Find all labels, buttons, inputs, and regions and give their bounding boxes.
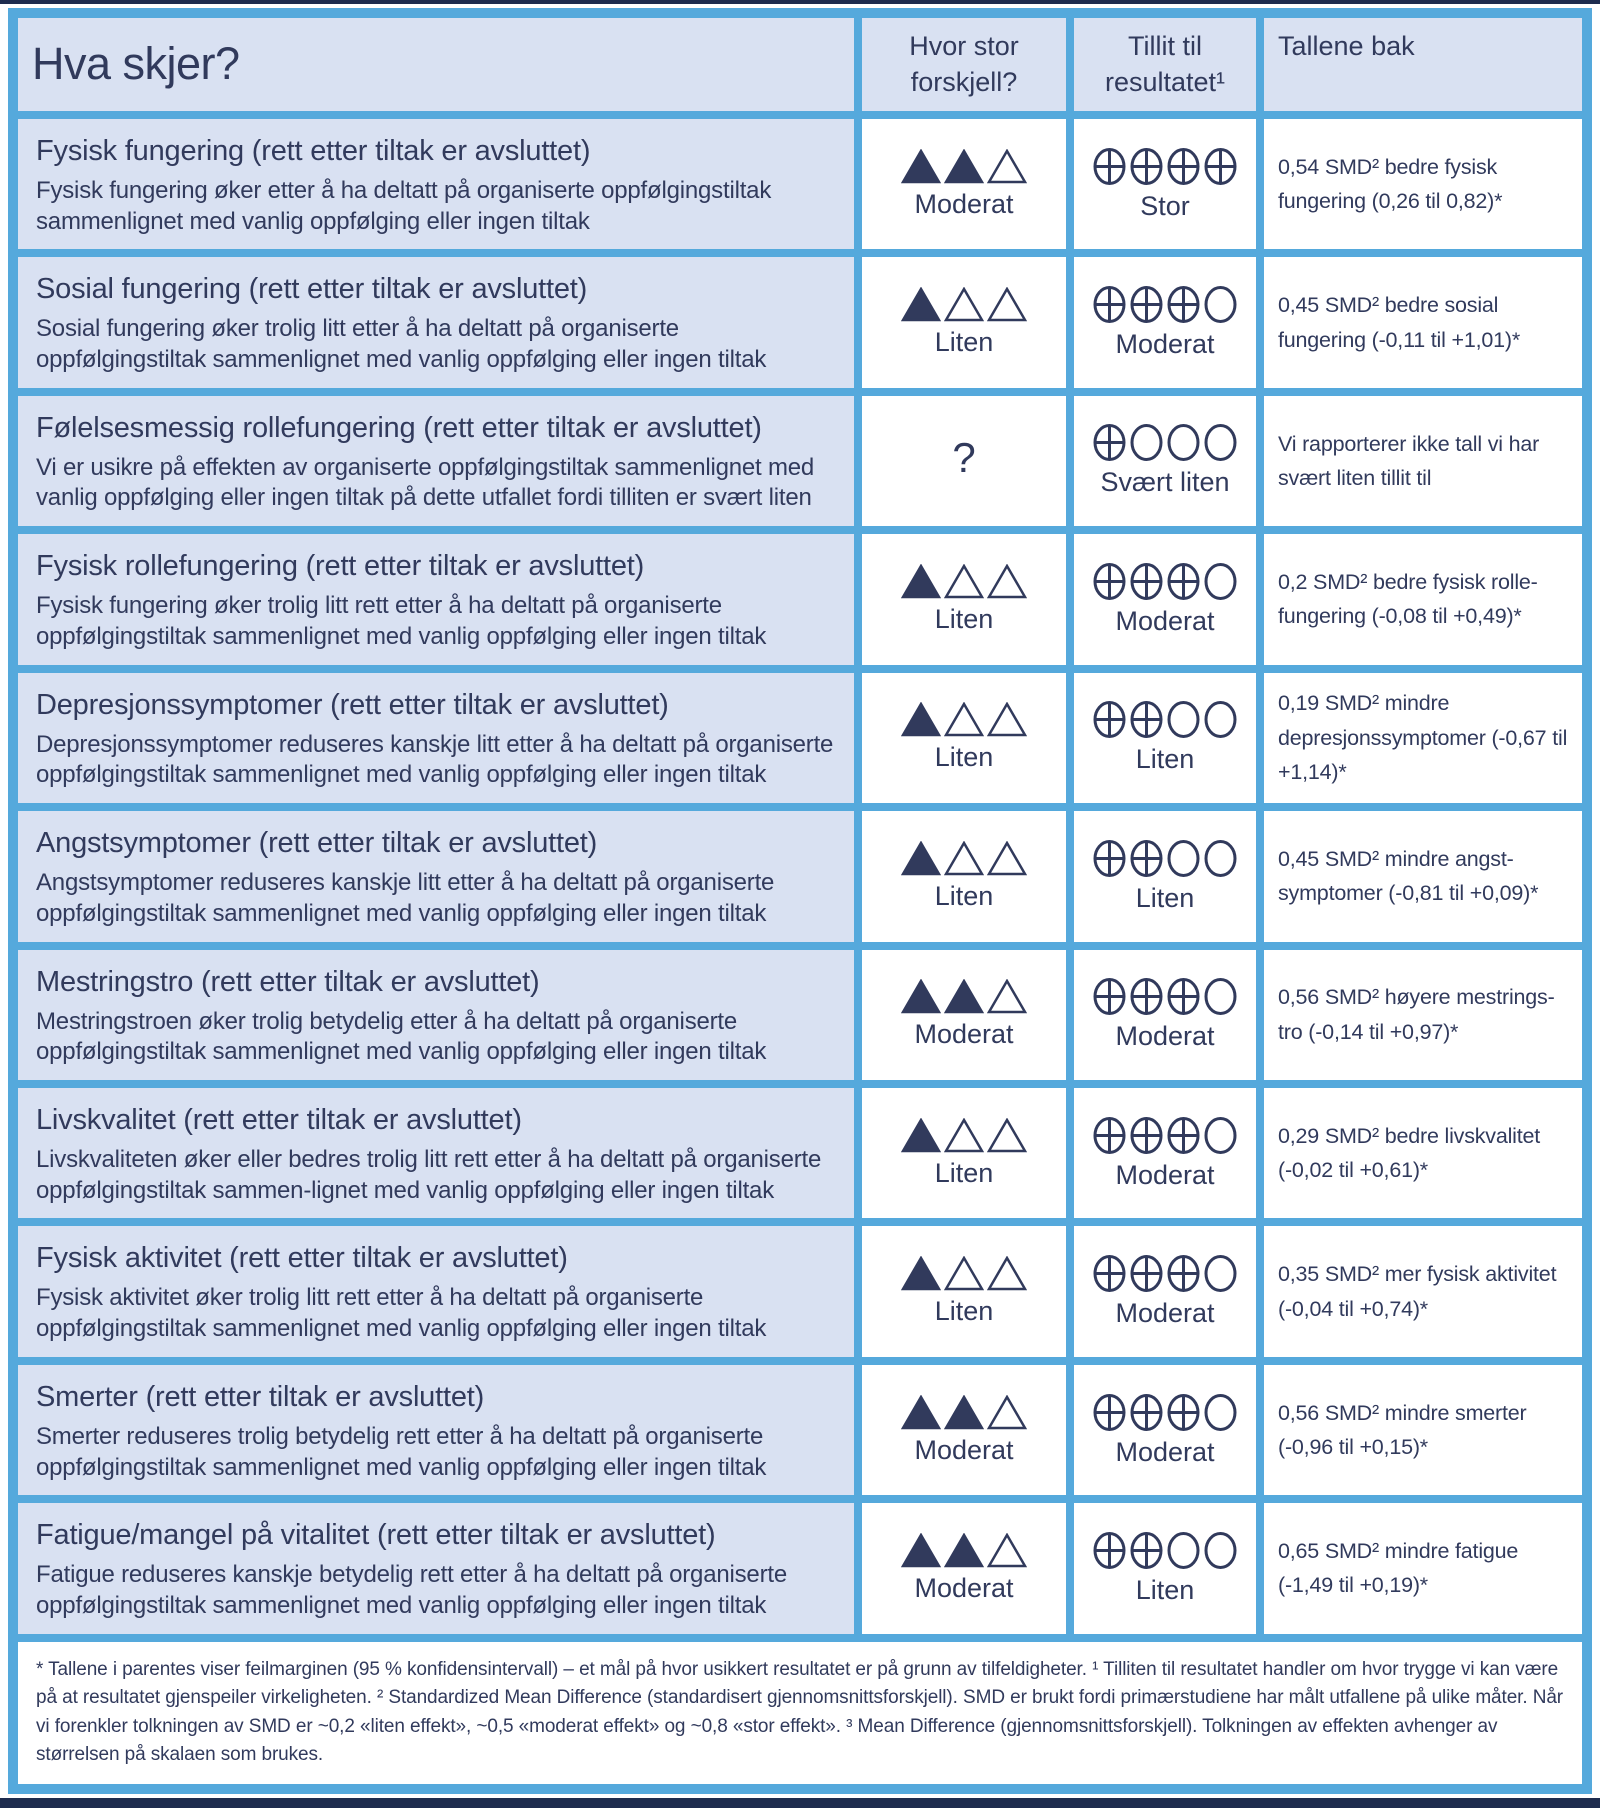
- outcome-cell: [18, 534, 854, 664]
- outcome-description: Depresjonssymptomer reduseres kanskje litt etter å ha deltatt på organiserte oppfølgingstiltak sammenlignet med vanlig oppfølging eller ingen tiltak: [36, 730, 834, 789]
- confidence-label: Moderat: [1115, 329, 1215, 360]
- outcome-cell: [18, 257, 854, 387]
- numbers-text: 0,29 SMD² bedre livskvalitet (-0,02 til +0,61)*: [1278, 1123, 1541, 1183]
- confidence-label: Moderat: [1115, 1021, 1215, 1052]
- outcome-description: Fysisk aktivitet øker trolig litt rett etter å ha deltatt på organiserte oppfølgingstiltak sammenlignet med vanlig oppfølging eller ingen tiltak: [36, 1284, 767, 1343]
- difference-cell: [862, 534, 1066, 664]
- outcome-description: Fatigue reduseres kanskje betydelig rett etter å ha deltatt på organiserte oppfølgingstiltak sammenlignet med vanlig oppfølging eller ingen tiltak: [36, 1561, 787, 1619]
- difference-cell: [862, 257, 1066, 387]
- plus-circle-icon: [1092, 977, 1127, 1016]
- outcome-cell: [18, 119, 854, 249]
- difference-symbols: [901, 1395, 1027, 1430]
- outcome-description: Vi er usikre på effekten av organiserte oppfølgingstiltak sammenlignet med vanlig oppfølging eller ingen tiltak på dette utfallet fordi tilliten er svært liten: [36, 453, 815, 512]
- plus-circle-icon: [1166, 1254, 1201, 1293]
- triangle-filled-icon: [901, 702, 941, 737]
- difference-symbols: [901, 149, 1027, 184]
- triangle-outline-icon: [944, 1256, 984, 1291]
- plus-circle-icon: [1129, 147, 1164, 186]
- empty-circle-icon: [1203, 977, 1238, 1016]
- confidence-label: Svært liten: [1100, 467, 1230, 498]
- difference-symbols: [901, 564, 1027, 599]
- outcome-cell: [18, 811, 854, 941]
- triangle-outline-icon: [987, 1118, 1027, 1153]
- confidence-symbols: [1092, 1531, 1238, 1570]
- numbers-cell: [1264, 257, 1582, 387]
- difference-cell: [862, 396, 1066, 526]
- empty-circle-icon: [1203, 562, 1238, 601]
- outcome-description: Fysisk fungering øker etter å ha deltatt på organiserte oppfølgingstiltak sammenlignet med vanlig oppfølging eller ingen tiltak: [36, 176, 772, 235]
- empty-circle-icon: [1203, 1531, 1238, 1570]
- outcome-cell: [18, 1503, 854, 1633]
- outcome-title: Mestringstro (rett etter tiltak er avsluttet): [36, 965, 540, 998]
- triangle-filled-icon: [901, 149, 941, 184]
- numbers-cell: [1264, 396, 1582, 526]
- numbers-text: 0,56 SMD² mindre smerter (-0,96 til +0,15)*: [1278, 1400, 1527, 1460]
- numbers-text: 0,2 SMD² bedre fysisk rolle-fungering (-0,08 til +0,49)*: [1278, 570, 1538, 629]
- plus-circle-icon: [1203, 147, 1238, 186]
- header-numbers: Tallene bak: [1264, 18, 1582, 111]
- plus-circle-icon: [1129, 1531, 1164, 1570]
- plus-circle-icon: [1092, 562, 1127, 601]
- empty-circle-icon: [1166, 700, 1201, 739]
- plus-circle-icon: [1129, 1116, 1164, 1155]
- confidence-cell: [1074, 1226, 1256, 1356]
- outcome-cell: [18, 1365, 854, 1495]
- plus-circle-icon: [1092, 700, 1127, 739]
- empty-circle-icon: [1166, 423, 1201, 462]
- triangle-outline-icon: [987, 979, 1027, 1014]
- numbers-text: 0,56 SMD² høyere mestrings-tro (-0,14 til +0,97)*: [1278, 985, 1555, 1044]
- plus-circle-icon: [1166, 1116, 1201, 1155]
- outcome-title: Depresjonssymptomer (rett etter tiltak er avsluttet): [36, 688, 669, 721]
- numbers-cell: [1264, 534, 1582, 664]
- plus-circle-icon: [1129, 285, 1164, 324]
- outcome-cell: [18, 950, 854, 1080]
- confidence-cell: [1074, 1088, 1256, 1218]
- triangle-filled-icon: [901, 979, 941, 1014]
- confidence-symbols: [1092, 977, 1238, 1016]
- difference-symbols: [901, 287, 1027, 322]
- numbers-cell: [1264, 1226, 1582, 1356]
- numbers-text: 0,45 SMD² bedre sosial fungering (-0,11 til +1,01)*: [1278, 293, 1520, 352]
- triangle-outline-icon: [944, 287, 984, 322]
- confidence-symbols: [1092, 1254, 1238, 1293]
- page: [0, 8, 1600, 1794]
- triangle-outline-icon: [987, 702, 1027, 737]
- plus-circle-icon: [1092, 839, 1127, 878]
- difference-label: Moderat: [914, 1434, 1014, 1465]
- empty-circle-icon: [1203, 285, 1238, 324]
- footnote-text: * Tallene i parentes viser feilmarginen (95 % konfidensintervall) – et mål på hvor usikkert resultatet er på grunn av tilfeldigheter. ¹ Tilliten til resultatet handler om hvor trygge vi kan være på at resultatet gjenspeiler virkeligheten. ² Standardized Mean Difference (standardisert gjennomsnittsforskjell). SMD er brukt fordi primærstudiene har målt utfallene på ulike måter. Når vi forenkler tolkningen av SMD er ~0,2 «liten effekt», ~0,5 «moderat effekt» og ~0,8 «stor effekt». ³ Mean Difference (gjennomsnittsforskjell). Tolkningen av effekten avhenger av størrelsen på skalaen som brukes.: [36, 1658, 1564, 1766]
- bottom-edge-strip: [0, 1798, 1600, 1808]
- confidence-cell: [1074, 1503, 1256, 1633]
- confidence-cell: [1074, 396, 1256, 526]
- numbers-cell: [1264, 811, 1582, 941]
- outcome-title: Smerter (rett etter tiltak er avsluttet): [36, 1380, 485, 1413]
- confidence-symbols: [1092, 1393, 1238, 1432]
- triangle-outline-icon: [987, 564, 1027, 599]
- triangle-outline-icon: [944, 841, 984, 876]
- outcome-title: Fysisk aktivitet (rett etter tiltak er avsluttet): [36, 1242, 568, 1275]
- difference-symbols: [901, 1118, 1027, 1153]
- difference-label: Liten: [934, 1296, 994, 1327]
- outcome-title: Fysisk rollefungering (rett etter tiltak er avsluttet): [36, 550, 645, 583]
- plus-circle-icon: [1129, 1254, 1164, 1293]
- numbers-cell: [1264, 1365, 1582, 1495]
- numbers-cell: [1264, 950, 1582, 1080]
- numbers-text: 0,19 SMD² mindre depresjonssymptomer (-0,67 til +1,14)*: [1278, 691, 1568, 785]
- triangle-filled-icon: [944, 1395, 984, 1430]
- page-title: Hva skjer?: [32, 38, 240, 90]
- numbers-cell: [1264, 1088, 1582, 1218]
- triangle-outline-icon: [987, 1533, 1027, 1568]
- difference-cell: [862, 673, 1066, 803]
- triangle-filled-icon: [901, 564, 941, 599]
- empty-circle-icon: [1129, 423, 1164, 462]
- outcome-title: Fatigue/mangel på vitalitet (rett etter tiltak er avsluttet): [36, 1519, 716, 1552]
- difference-cell: [862, 1226, 1066, 1356]
- triangle-filled-icon: [944, 979, 984, 1014]
- triangle-filled-icon: [901, 1395, 941, 1430]
- difference-cell: [862, 950, 1066, 1080]
- plus-circle-icon: [1129, 977, 1164, 1016]
- plus-circle-icon: [1092, 423, 1127, 462]
- plus-circle-icon: [1166, 285, 1201, 324]
- difference-cell: [862, 1503, 1066, 1633]
- header-confidence: Tillit til resultatet¹: [1074, 18, 1256, 111]
- triangle-outline-icon: [944, 564, 984, 599]
- confidence-symbols: [1092, 839, 1238, 878]
- difference-symbols: [901, 702, 1027, 737]
- outcome-description: Fysisk fungering øker trolig litt rett etter å ha deltatt på organiserte oppfølgingstiltak sammenlignet med vanlig oppfølging eller ingen tiltak: [36, 592, 767, 650]
- difference-cell: [862, 811, 1066, 941]
- evidence-summary-table: [8, 8, 1592, 1794]
- difference-cell: [862, 1088, 1066, 1218]
- triangle-outline-icon: [944, 702, 984, 737]
- outcome-description: Smerter reduseres trolig betydelig rett etter å ha deltatt på organiserte oppfølgingstiltak sammenlignet med vanlig oppfølging eller ingen tiltak: [36, 1422, 767, 1481]
- numbers-cell: [1264, 1503, 1582, 1633]
- plus-circle-icon: [1129, 1393, 1164, 1432]
- triangle-outline-icon: [987, 287, 1027, 322]
- confidence-label: Liten: [1135, 1574, 1195, 1605]
- outcome-description: Angstsymptomer reduseres kanskje litt etter å ha deltatt på organiserte oppfølgingstiltak sammenlignet med vanlig oppfølging eller ingen tiltak: [36, 869, 775, 927]
- difference-symbols: [901, 841, 1027, 876]
- confidence-symbols: [1092, 562, 1238, 601]
- plus-circle-icon: [1092, 1393, 1127, 1432]
- empty-circle-icon: [1166, 839, 1201, 878]
- empty-circle-icon: [1203, 839, 1238, 878]
- confidence-symbols: [1092, 147, 1238, 186]
- difference-label: Liten: [934, 742, 994, 773]
- confidence-label: Liten: [1135, 882, 1195, 913]
- confidence-cell: [1074, 811, 1256, 941]
- outcome-title: Angstsymptomer (rett etter tiltak er avsluttet): [36, 827, 598, 860]
- confidence-cell: [1074, 119, 1256, 249]
- triangle-filled-icon: [944, 1533, 984, 1568]
- difference-symbols: [901, 979, 1027, 1014]
- numbers-text: 0,54 SMD² bedre fysisk fungering (0,26 til 0,82)*: [1278, 154, 1503, 214]
- confidence-symbols: [1092, 423, 1238, 462]
- numbers-cell: [1264, 673, 1582, 803]
- empty-circle-icon: [1203, 423, 1238, 462]
- numbers-text: 0,35 SMD² mer fysisk aktivitet (-0,04 til +0,74)*: [1278, 1262, 1557, 1321]
- confidence-cell: [1074, 950, 1256, 1080]
- top-edge-strip: [0, 0, 1600, 4]
- plus-circle-icon: [1092, 1254, 1127, 1293]
- difference-label: Liten: [934, 1157, 994, 1188]
- plus-circle-icon: [1166, 1393, 1201, 1432]
- outcome-cell: [18, 673, 854, 803]
- difference-label: Liten: [934, 603, 994, 634]
- difference-label: Liten: [934, 880, 994, 911]
- outcome-title: Sosial fungering (rett etter tiltak er avsluttet): [36, 273, 588, 306]
- confidence-label: Moderat: [1115, 1159, 1215, 1190]
- triangle-filled-icon: [901, 1256, 941, 1291]
- difference-label: Moderat: [914, 188, 1014, 219]
- numbers-cell: [1264, 119, 1582, 249]
- confidence-cell: [1074, 1365, 1256, 1495]
- triangle-filled-icon: [901, 1118, 941, 1153]
- plus-circle-icon: [1092, 1531, 1127, 1570]
- plus-circle-icon: [1092, 285, 1127, 324]
- confidence-label: Moderat: [1115, 1436, 1215, 1467]
- confidence-symbols: [1092, 1116, 1238, 1155]
- outcome-description: Livskvaliteten øker eller bedres trolig litt rett etter å ha deltatt på organiserte oppfølgingstiltak sammen-lignet med vanlig oppfølging eller ingen tiltak: [36, 1145, 822, 1204]
- question-mark-icon: ?: [952, 434, 976, 482]
- plus-circle-icon: [1166, 562, 1201, 601]
- confidence-cell: [1074, 673, 1256, 803]
- confidence-label: Stor: [1140, 190, 1190, 221]
- outcome-title: Livskvalitet (rett etter tiltak er avsluttet): [36, 1103, 522, 1136]
- confidence-label: Moderat: [1115, 605, 1215, 636]
- difference-label: Liten: [934, 327, 994, 358]
- triangle-filled-icon: [901, 287, 941, 322]
- difference-label: Moderat: [914, 1019, 1014, 1050]
- triangle-outline-icon: [987, 149, 1027, 184]
- confidence-cell: [1074, 534, 1256, 664]
- outcome-cell: [18, 396, 854, 526]
- plus-circle-icon: [1129, 700, 1164, 739]
- empty-circle-icon: [1203, 700, 1238, 739]
- difference-symbols: [952, 434, 976, 482]
- plus-circle-icon: [1129, 562, 1164, 601]
- plus-circle-icon: [1129, 839, 1164, 878]
- empty-circle-icon: [1203, 1116, 1238, 1155]
- numbers-text: 0,65 SMD² mindre fatigue (-1,49 til +0,19)*: [1278, 1539, 1519, 1598]
- triangle-filled-icon: [901, 1533, 941, 1568]
- plus-circle-icon: [1166, 147, 1201, 186]
- header-difference: Hvor stor forskjell?: [862, 18, 1066, 111]
- difference-cell: [862, 1365, 1066, 1495]
- triangle-outline-icon: [987, 841, 1027, 876]
- triangle-filled-icon: [901, 841, 941, 876]
- confidence-symbols: [1092, 700, 1238, 739]
- confidence-cell: [1074, 257, 1256, 387]
- outcome-title: Følelsesmessig rollefungering (rett etter tiltak er avsluttet): [36, 411, 762, 444]
- header-what-happens: [18, 18, 854, 111]
- difference-symbols: [901, 1256, 1027, 1291]
- triangle-filled-icon: [944, 149, 984, 184]
- plus-circle-icon: [1166, 977, 1201, 1016]
- empty-circle-icon: [1166, 1531, 1201, 1570]
- numbers-text: Vi rapporterer ikke tall vi har svært liten tillit til: [1278, 431, 1540, 490]
- confidence-label: Moderat: [1115, 1298, 1215, 1329]
- empty-circle-icon: [1203, 1393, 1238, 1432]
- outcome-cell: [18, 1088, 854, 1218]
- outcome-cell: [18, 1226, 854, 1356]
- triangle-outline-icon: [987, 1395, 1027, 1430]
- outcome-description: Mestringstroen øker trolig betydelig etter å ha deltatt på organiserte oppfølgingstiltak sammenlignet med vanlig oppfølging eller ingen tiltak: [36, 1007, 767, 1066]
- difference-label: Moderat: [914, 1572, 1014, 1603]
- outcome-description: Sosial fungering øker trolig litt etter å ha deltatt på organiserte oppfølgingstiltak sammenlignet med vanlig oppfølging eller ingen tiltak: [36, 315, 767, 374]
- outcome-title: Fysisk fungering (rett etter tiltak er avsluttet): [36, 134, 591, 167]
- plus-circle-icon: [1092, 147, 1127, 186]
- numbers-text: 0,45 SMD² mindre angst-symptomer (-0,81 til +0,09)*: [1278, 846, 1539, 906]
- triangle-outline-icon: [944, 1118, 984, 1153]
- difference-symbols: [901, 1533, 1027, 1568]
- confidence-symbols: [1092, 285, 1238, 324]
- plus-circle-icon: [1092, 1116, 1127, 1155]
- difference-cell: [862, 119, 1066, 249]
- confidence-label: Liten: [1135, 744, 1195, 775]
- triangle-outline-icon: [987, 1256, 1027, 1291]
- footnote-cell: [18, 1642, 1582, 1784]
- empty-circle-icon: [1203, 1254, 1238, 1293]
